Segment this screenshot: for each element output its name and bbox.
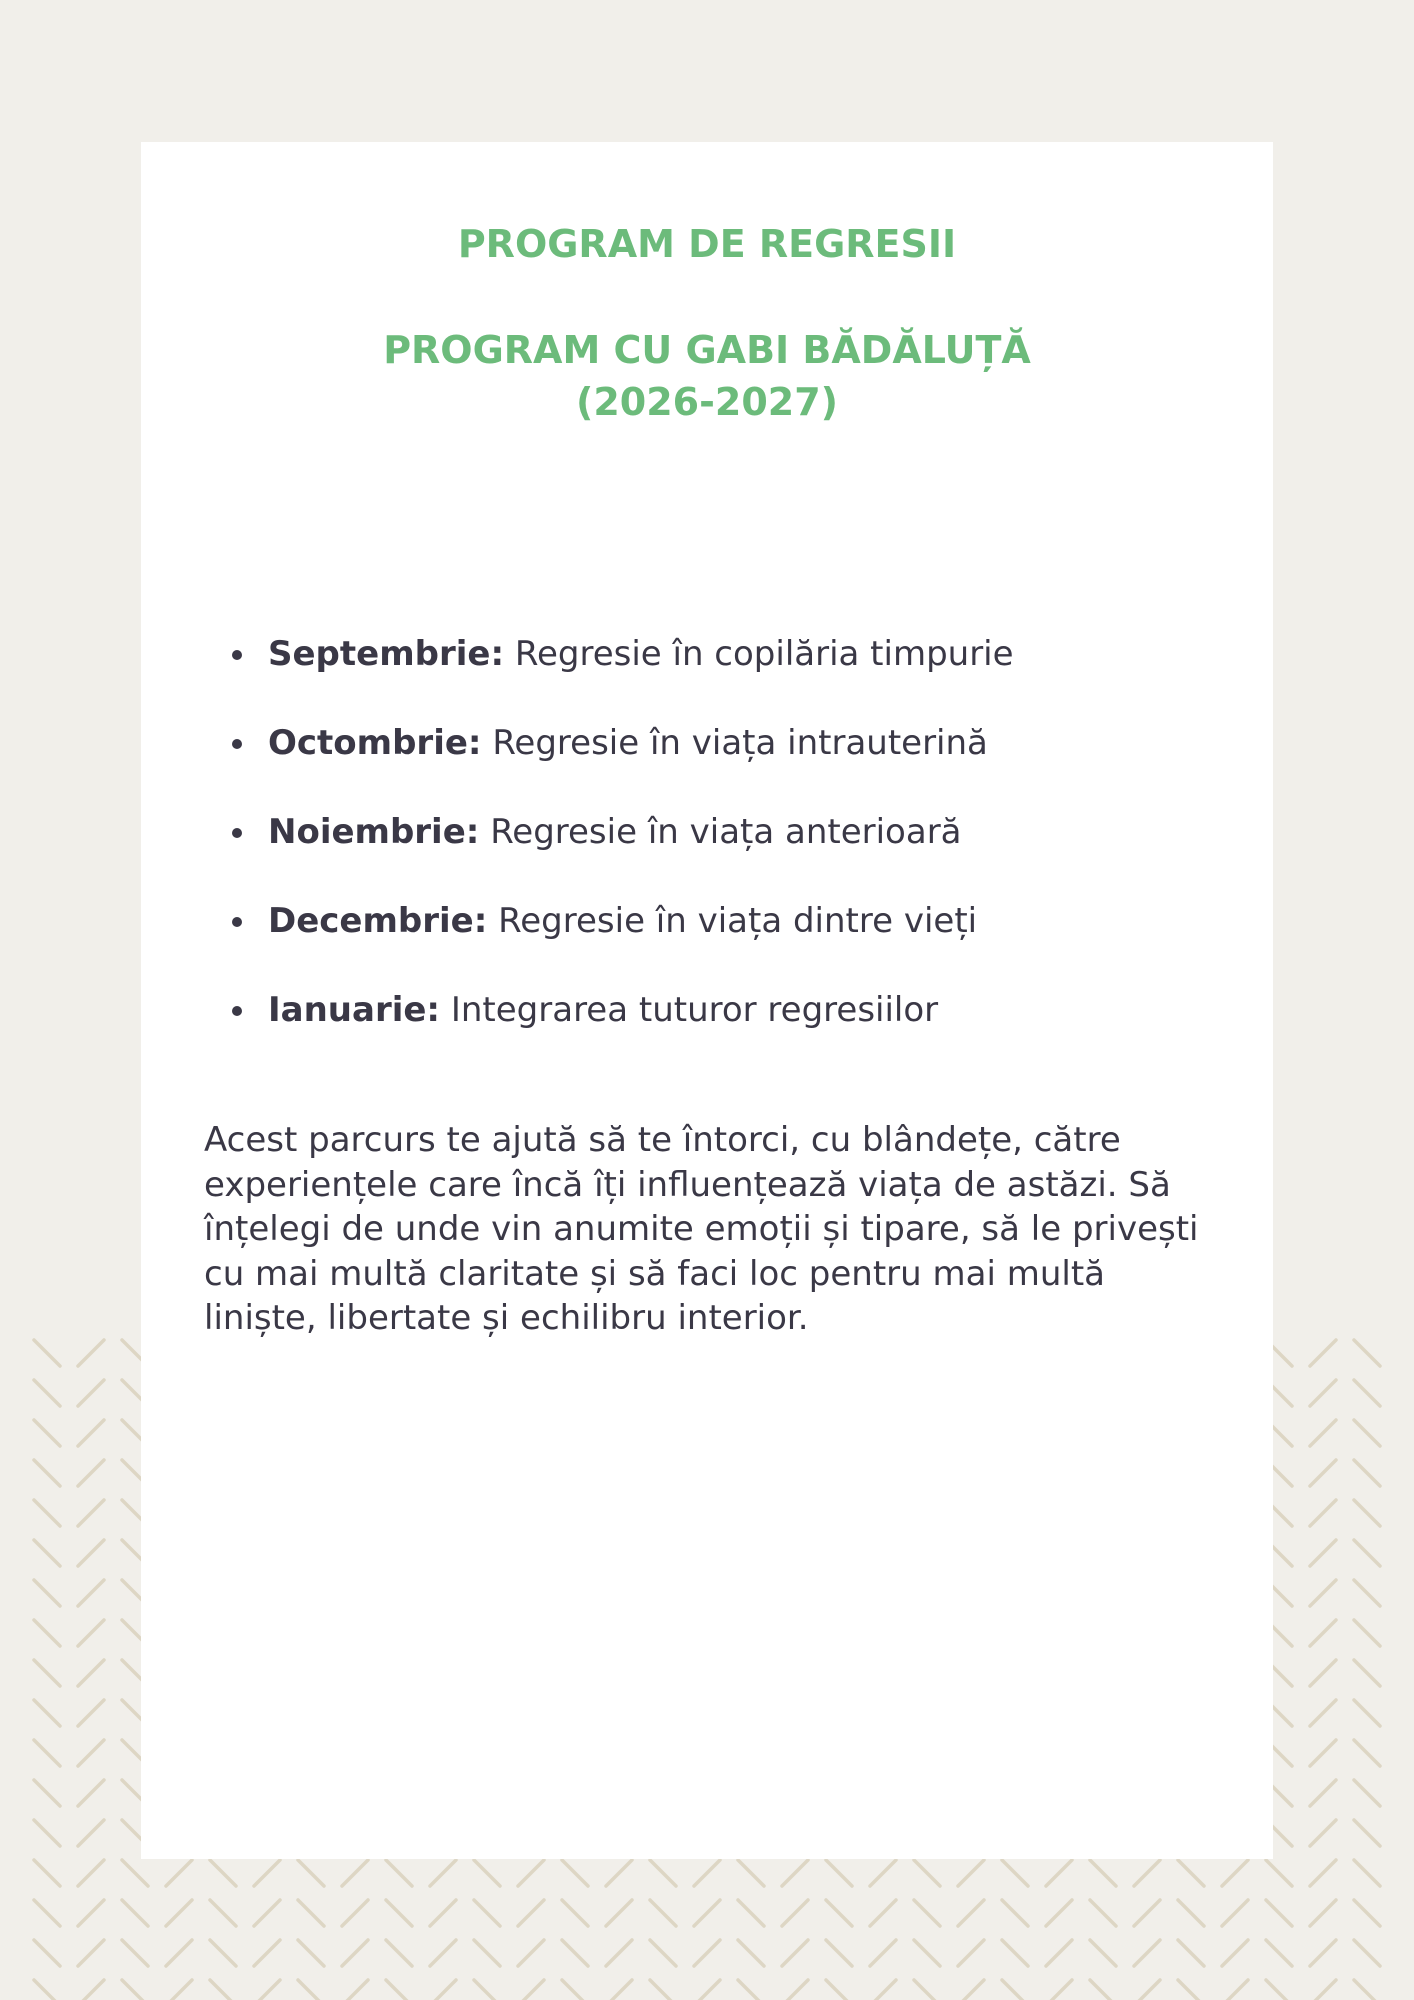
pattern-stroke xyxy=(34,1420,60,1446)
pattern-stroke xyxy=(738,1940,764,1966)
pattern-stroke xyxy=(826,1900,852,1926)
pattern-stroke xyxy=(166,1900,192,1926)
topic-label: Integrarea tuturor regresiilor xyxy=(450,990,939,1030)
bullet-icon xyxy=(232,1006,242,1016)
pattern-stroke xyxy=(34,1660,60,1686)
pattern-stroke xyxy=(1090,1900,1116,1926)
pattern-stroke xyxy=(254,1980,280,2000)
pattern-stroke xyxy=(1310,1540,1336,1566)
program-description: Acest parcurs te ajută să te întorci, cu blândețe, către experiențele care încă îți influențează viața de astăzi. Să înțelegi de unde vin anumite emoții și tipare, să le privești cu mai multă claritate și să faci loc pentru mai multă liniște, libertate și echilibru interior. xyxy=(204,1120,1199,1338)
pattern-stroke xyxy=(1178,1980,1204,2000)
pattern-stroke xyxy=(1310,1740,1336,1766)
pattern-stroke xyxy=(34,1900,60,1926)
pattern-stroke xyxy=(562,1940,588,1966)
pattern-stroke xyxy=(474,1980,500,2000)
pattern-stroke xyxy=(1178,1900,1204,1926)
pattern-stroke xyxy=(298,1860,324,1886)
pattern-stroke xyxy=(1222,1900,1248,1926)
pattern-stroke xyxy=(1046,1980,1072,2000)
pattern-stroke xyxy=(78,1660,104,1686)
pattern-stroke xyxy=(210,1900,236,1926)
pattern-stroke xyxy=(870,1860,896,1886)
pattern-stroke xyxy=(914,1980,940,2000)
pattern-stroke xyxy=(870,1900,896,1926)
pattern-stroke xyxy=(342,1940,368,1966)
pattern-stroke xyxy=(342,1860,368,1886)
pattern-stroke xyxy=(1090,1940,1116,1966)
pattern-stroke xyxy=(34,1740,60,1766)
pattern-stroke xyxy=(78,1900,104,1926)
list-item xyxy=(0,626,1414,715)
month-label: Septembrie: xyxy=(268,634,505,674)
pattern-stroke xyxy=(1046,1940,1072,1966)
page-subtitle: PROGRAM CU GABI BĂDĂLUȚĂ (2026-2027) xyxy=(383,328,1031,424)
pattern-stroke xyxy=(1310,1860,1336,1886)
pattern-stroke xyxy=(122,1980,148,2000)
pattern-stroke xyxy=(34,1980,60,2000)
pattern-stroke xyxy=(518,1860,544,1886)
pattern-stroke xyxy=(34,1340,60,1366)
pattern-stroke xyxy=(1354,1460,1380,1486)
pattern-stroke xyxy=(958,1940,984,1966)
pattern-stroke xyxy=(650,1900,676,1926)
pattern-stroke xyxy=(386,1900,412,1926)
pattern-stroke xyxy=(166,1940,192,1966)
month-label: Ianuarie: xyxy=(268,990,441,1030)
pattern-stroke xyxy=(34,1860,60,1886)
pattern-stroke xyxy=(518,1900,544,1926)
pattern-stroke xyxy=(1266,1940,1292,1966)
pattern-stroke xyxy=(78,1580,104,1606)
pattern-stroke xyxy=(1310,1980,1336,2000)
pattern-stroke xyxy=(1266,1900,1292,1926)
pattern-stroke xyxy=(78,1780,104,1806)
pattern-stroke xyxy=(78,1980,104,2000)
pattern-stroke xyxy=(474,1940,500,1966)
month-label: Noiembrie: xyxy=(268,812,480,852)
pattern-stroke xyxy=(1002,1900,1028,1926)
pattern-stroke xyxy=(166,1980,192,2000)
pattern-stroke xyxy=(254,1900,280,1926)
pattern-stroke xyxy=(1310,1460,1336,1486)
pattern-stroke xyxy=(34,1380,60,1406)
pattern-stroke xyxy=(958,1980,984,2000)
pattern-stroke xyxy=(34,1820,60,1846)
pattern-stroke xyxy=(78,1340,104,1366)
pattern-stroke xyxy=(562,1860,588,1886)
list-item xyxy=(0,804,1414,893)
pattern-stroke xyxy=(1222,1940,1248,1966)
topic-label: Regresie în viața dintre vieți xyxy=(498,901,978,941)
pattern-stroke xyxy=(1354,1660,1380,1686)
pattern-stroke xyxy=(1310,1500,1336,1526)
pattern-stroke xyxy=(386,1940,412,1966)
pattern-stroke xyxy=(210,1980,236,2000)
pattern-stroke xyxy=(1310,1940,1336,1966)
list-item xyxy=(0,893,1414,982)
pattern-stroke xyxy=(562,1980,588,2000)
pattern-stroke xyxy=(1310,1900,1336,1926)
topic-label: Regresie în copilăria timpurie xyxy=(514,634,1014,674)
pattern-stroke xyxy=(1354,1580,1380,1606)
pattern-stroke xyxy=(1178,1860,1204,1886)
pattern-stroke xyxy=(78,1420,104,1446)
pattern-stroke xyxy=(1002,1860,1028,1886)
pattern-stroke xyxy=(518,1980,544,2000)
pattern-stroke xyxy=(1046,1900,1072,1926)
pattern-stroke xyxy=(1354,1820,1380,1846)
pattern-stroke xyxy=(1354,1380,1380,1406)
pattern-stroke xyxy=(298,1980,324,2000)
bullet-icon xyxy=(232,650,242,660)
pattern-stroke xyxy=(78,1860,104,1886)
pattern-stroke xyxy=(78,1740,104,1766)
pattern-stroke xyxy=(782,1900,808,1926)
pattern-stroke xyxy=(1354,1940,1380,1966)
schedule-list xyxy=(0,626,1414,1071)
pattern-stroke xyxy=(34,1620,60,1646)
pattern-stroke xyxy=(1002,1980,1028,2000)
page-title: PROGRAM DE REGRESII xyxy=(457,222,957,266)
pattern-stroke xyxy=(738,1900,764,1926)
pattern-stroke xyxy=(826,1940,852,1966)
pattern-stroke xyxy=(1354,1780,1380,1806)
topic-label: Regresie în viața anterioară xyxy=(490,812,962,852)
pattern-stroke xyxy=(870,1940,896,1966)
pattern-stroke xyxy=(1354,1620,1380,1646)
pattern-stroke xyxy=(606,1980,632,2000)
pattern-stroke xyxy=(298,1900,324,1926)
pattern-stroke xyxy=(1222,1980,1248,2000)
pattern-stroke xyxy=(1354,1540,1380,1566)
pattern-stroke xyxy=(1310,1380,1336,1406)
pattern-stroke xyxy=(1134,1980,1160,2000)
pattern-stroke xyxy=(1046,1860,1072,1886)
pattern-stroke xyxy=(1134,1900,1160,1926)
pattern-stroke xyxy=(342,1900,368,1926)
pattern-stroke xyxy=(694,1980,720,2000)
pattern-stroke xyxy=(1178,1940,1204,1966)
list-item xyxy=(0,715,1414,804)
month-label: Octombrie: xyxy=(268,723,482,763)
pattern-stroke xyxy=(122,1860,148,1886)
pattern-stroke xyxy=(606,1860,632,1886)
list-item xyxy=(0,982,1414,1071)
pattern-stroke xyxy=(1310,1780,1336,1806)
pattern-stroke xyxy=(1134,1860,1160,1886)
pattern-stroke xyxy=(34,1540,60,1566)
pattern-stroke xyxy=(34,1940,60,1966)
pattern-stroke xyxy=(1310,1700,1336,1726)
pattern-stroke xyxy=(694,1860,720,1886)
pattern-stroke xyxy=(78,1820,104,1846)
pattern-stroke xyxy=(1354,1700,1380,1726)
pattern-stroke xyxy=(1090,1860,1116,1886)
pattern-stroke xyxy=(34,1780,60,1806)
pattern-stroke xyxy=(78,1940,104,1966)
pattern-stroke xyxy=(1354,1500,1380,1526)
pattern-stroke xyxy=(78,1500,104,1526)
pattern-stroke xyxy=(1354,1860,1380,1886)
pattern-stroke xyxy=(958,1900,984,1926)
pattern-stroke xyxy=(166,1860,192,1886)
pattern-stroke xyxy=(430,1860,456,1886)
pattern-stroke xyxy=(1354,1740,1380,1766)
pattern-stroke xyxy=(694,1940,720,1966)
pattern-stroke xyxy=(122,1900,148,1926)
pattern-stroke xyxy=(1266,1860,1292,1886)
topic-label: Regresie în viața intrauterină xyxy=(492,723,988,763)
pattern-stroke xyxy=(78,1540,104,1566)
pattern-stroke xyxy=(34,1580,60,1606)
pattern-stroke xyxy=(78,1460,104,1486)
pattern-stroke xyxy=(1310,1820,1336,1846)
pattern-stroke xyxy=(1310,1340,1336,1366)
pattern-stroke xyxy=(782,1860,808,1886)
pattern-stroke xyxy=(78,1620,104,1646)
pattern-stroke xyxy=(298,1940,324,1966)
pattern-stroke xyxy=(870,1980,896,2000)
pattern-stroke xyxy=(1310,1580,1336,1606)
pattern-stroke xyxy=(1354,1980,1380,2000)
pattern-stroke xyxy=(1002,1940,1028,1966)
pattern-stroke xyxy=(1310,1660,1336,1686)
pattern-stroke xyxy=(1222,1860,1248,1886)
pattern-stroke xyxy=(474,1860,500,1886)
pattern-stroke xyxy=(430,1900,456,1926)
pattern-stroke xyxy=(1354,1340,1380,1366)
pattern-stroke xyxy=(914,1900,940,1926)
pattern-stroke xyxy=(914,1940,940,1966)
pattern-stroke xyxy=(914,1860,940,1886)
pattern-stroke xyxy=(430,1940,456,1966)
pattern-stroke xyxy=(782,1980,808,2000)
pattern-stroke xyxy=(34,1700,60,1726)
bullet-icon xyxy=(232,917,242,927)
pattern-stroke xyxy=(650,1940,676,1966)
pattern-stroke xyxy=(1266,1980,1292,2000)
pattern-stroke xyxy=(650,1980,676,2000)
pattern-stroke xyxy=(1354,1900,1380,1926)
pattern-stroke xyxy=(738,1860,764,1886)
pattern-stroke xyxy=(694,1900,720,1926)
pattern-stroke xyxy=(254,1860,280,1886)
pattern-stroke xyxy=(782,1940,808,1966)
pattern-stroke xyxy=(34,1460,60,1486)
pattern-stroke xyxy=(1134,1940,1160,1966)
pattern-stroke xyxy=(1310,1420,1336,1446)
pattern-stroke xyxy=(34,1500,60,1526)
pattern-stroke xyxy=(430,1980,456,2000)
pattern-stroke xyxy=(474,1900,500,1926)
pattern-stroke xyxy=(78,1700,104,1726)
pattern-stroke xyxy=(562,1900,588,1926)
pattern-stroke xyxy=(210,1940,236,1966)
bullet-icon xyxy=(232,739,242,749)
pattern-stroke xyxy=(122,1940,148,1966)
pattern-stroke xyxy=(826,1980,852,2000)
pattern-stroke xyxy=(342,1980,368,2000)
pattern-stroke xyxy=(650,1860,676,1886)
pattern-stroke xyxy=(606,1900,632,1926)
pattern-stroke xyxy=(826,1860,852,1886)
pattern-stroke xyxy=(386,1860,412,1886)
pattern-stroke xyxy=(1354,1420,1380,1446)
pattern-stroke xyxy=(1090,1980,1116,2000)
pattern-stroke xyxy=(958,1860,984,1886)
pattern-stroke xyxy=(518,1940,544,1966)
bullet-icon xyxy=(232,828,242,838)
pattern-stroke xyxy=(78,1380,104,1406)
pattern-stroke xyxy=(386,1980,412,2000)
pattern-stroke xyxy=(254,1940,280,1966)
pattern-stroke xyxy=(1310,1620,1336,1646)
pattern-stroke xyxy=(210,1860,236,1886)
pattern-stroke xyxy=(738,1980,764,2000)
pattern-stroke xyxy=(606,1940,632,1966)
month-label: Decembrie: xyxy=(268,901,488,941)
